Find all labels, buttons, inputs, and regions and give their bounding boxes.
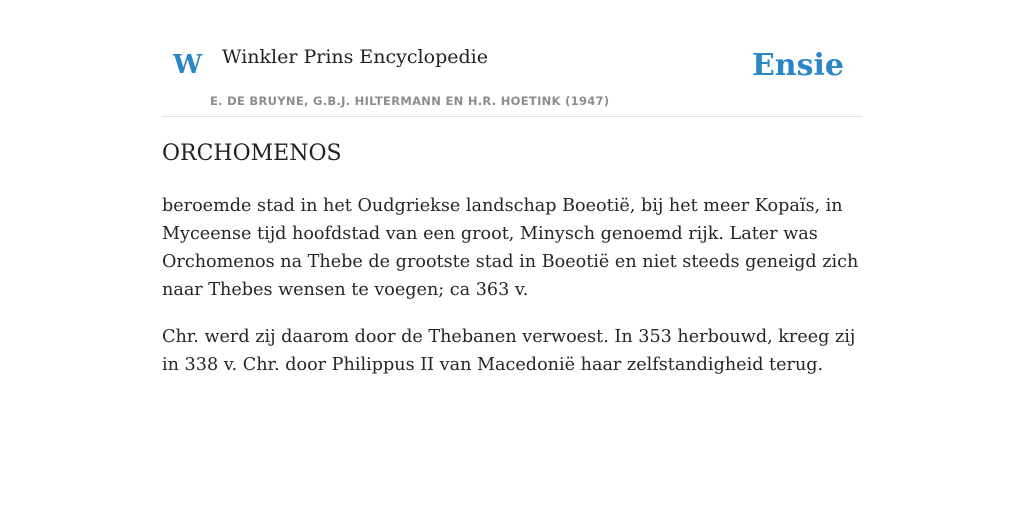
encyclopedia-logo[interactable]: W <box>173 50 203 80</box>
entry-paragraph: Chr. werd zij daarom door de Thebanen verwoest. In 353 herbouwd, kreeg zij in 338 v. Chr. door Philippus II van Macedonië haar zelfstandigheid terug. <box>162 327 856 375</box>
page-header <box>162 0 862 117</box>
entry-body <box>162 192 862 398</box>
authors-line: E. DE BRUYNE, G.B.J. HILTERMANN EN H.R. HOETINK (1947) <box>210 94 610 108</box>
encyclopedia-title[interactable]: Winkler Prins Encyclopedie <box>222 46 488 68</box>
entry-title: ORCHOMENOS <box>162 141 342 166</box>
entry-paragraph: beroemde stad in het Oudgriekse landschap Boeotië, bij het meer Kopaïs, in Myceense tijd hoofdstad van een groot, Minysch genoemd rijk. Later was Orchomenos na Thebe de grootste stad in Boeotië en niet steeds geneigd zich naar Thebes wensen te voegen; ca 363 v. <box>162 196 859 300</box>
ensie-brand-link[interactable]: Ensie <box>751 48 844 83</box>
